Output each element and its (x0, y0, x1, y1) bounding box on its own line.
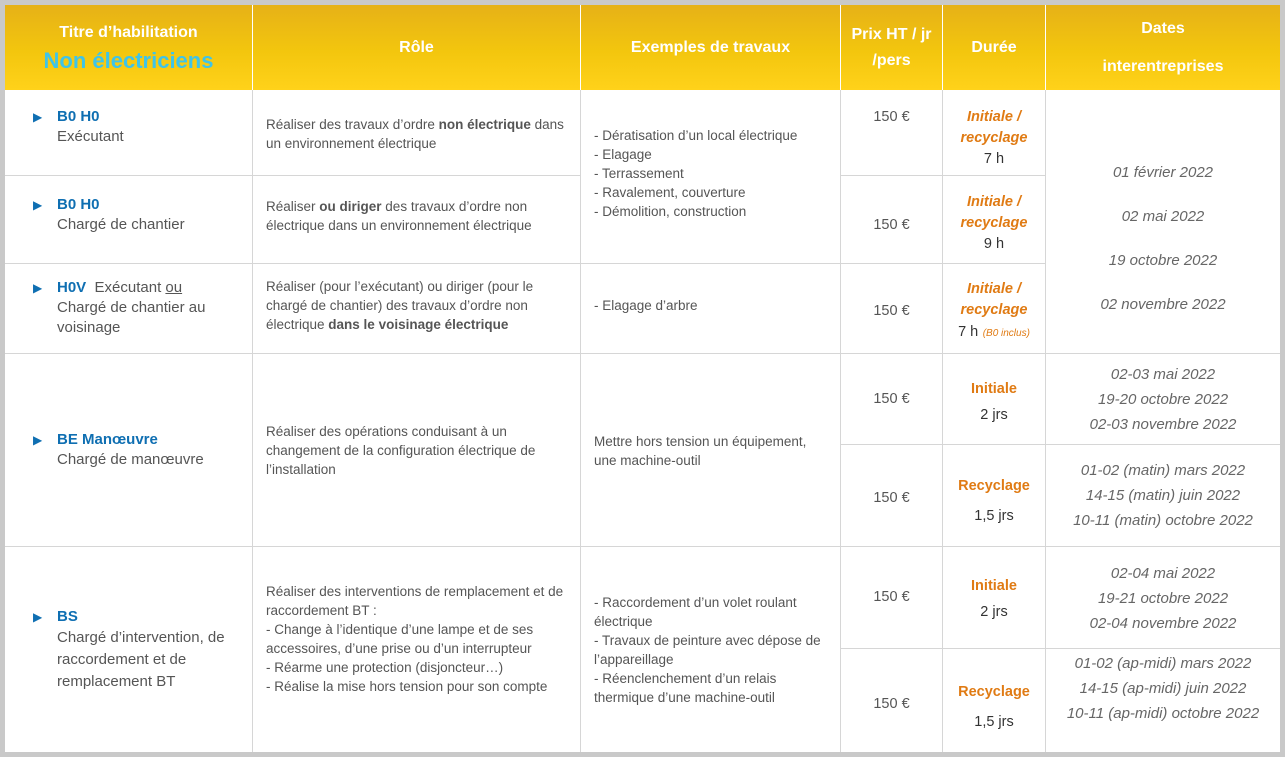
date-item: 02-04 novembre 2022 (1089, 615, 1237, 632)
row-be-init-price: 150 € (873, 391, 910, 407)
habilitation-table (5, 5, 1280, 752)
date-item: 01-02 (ap-midi) mars 2022 (1074, 655, 1252, 672)
header-exemples (581, 5, 840, 90)
row-b0h0-exec-duree (943, 107, 1045, 170)
row-b0h0-exec-title (33, 107, 248, 147)
header-titre-line1: Titre d’habilitation (59, 23, 198, 41)
duree-value: 2 jrs (980, 407, 1008, 423)
date-item: 19-21 octobre 2022 (1097, 590, 1229, 607)
duree-type: Initiale (971, 578, 1017, 594)
duree-note: (B0 inclus) (982, 328, 1030, 339)
role-text-post: des travaux d’ordre non électrique dans un environnement électrique (266, 199, 532, 233)
role-line: - Réarme une protection (disjoncteur…) (266, 660, 504, 675)
habilitation-desc: Chargé de chantier (57, 216, 185, 233)
habilitation-code: BE Manœuvre (57, 431, 158, 448)
row-h0v-role (266, 277, 571, 334)
row-bs-role (266, 582, 571, 696)
habilitation-code: H0V (57, 279, 87, 296)
duree-type: Recyclage (958, 478, 1030, 494)
date-item: 01 février 2022 (1112, 164, 1214, 181)
example-item: - Ravalement, couverture (594, 185, 746, 200)
b0-dates-list (1046, 151, 1280, 327)
date-item: 14-15 (ap-midi) juin 2022 (1079, 680, 1247, 697)
role-line: - Change à l’identique d’une lampe et de ses accessoires, d’une prise ou d’un interrupteur (266, 622, 534, 656)
date-item: 02-04 mai 2022 (1110, 565, 1216, 582)
role-line: Réaliser des interventions de remplacement et de raccordement BT : (266, 584, 564, 618)
date-item: 02 novembre 2022 (1100, 296, 1226, 313)
duree-type: Initiale / recyclage (960, 109, 1028, 146)
date-item: 14-15 (matin) juin 2022 (1085, 487, 1241, 504)
role-bold: non électrique (438, 117, 531, 132)
date-item: 19-20 octobre 2022 (1097, 391, 1229, 408)
role-text: Réaliser (266, 199, 320, 214)
row-bs-exemples (594, 593, 834, 707)
date-item: 02-03 mai 2022 (1110, 366, 1216, 383)
duree-value: 2 jrs (980, 604, 1008, 620)
header-role-label: Rôle (399, 38, 434, 56)
example-item: - Elagage (594, 147, 652, 162)
row-b0h0-charge-role (266, 197, 571, 235)
example-item: - Réenclenchement d’un relais thermique d’une machine-outil (594, 671, 777, 705)
header-dates (1046, 5, 1280, 90)
header-exemples-label: Exemples de travaux (630, 38, 791, 56)
row-be-rec-dates (1046, 458, 1280, 533)
role-text: Réaliser des travaux d’ordre (266, 117, 439, 132)
row-h0v-title (33, 278, 248, 338)
header-role (253, 5, 580, 90)
header-duree (943, 5, 1045, 90)
row-b0h0-exec-price: 150 € (873, 109, 910, 125)
header-dates-line1: Dates (1141, 19, 1185, 37)
habilitation-code: BS (57, 608, 78, 625)
date-item: 19 octobre 2022 (1108, 252, 1218, 269)
row-be-init-duree (943, 376, 1045, 428)
row-h0v-price: 150 € (873, 303, 910, 319)
arrow-icon: ▶ (33, 281, 43, 295)
duree-value: 7 h (958, 324, 979, 340)
role-line: - Réalise la mise hors tension pour son compte (266, 679, 548, 694)
row-be-exemples: Mettre hors tension un équipement, une machine-outil (594, 434, 807, 468)
row-bs-rec-dates (1046, 651, 1280, 726)
duree-value: 1,5 jrs (974, 714, 1014, 730)
date-item: 02-03 novembre 2022 (1089, 416, 1237, 433)
role-bold: ou diriger (319, 199, 382, 214)
duree-type: Initiale (971, 381, 1017, 397)
header-prix-line2: /pers (872, 51, 911, 69)
date-item: 10-11 (ap-midi) octobre 2022 (1066, 705, 1260, 722)
arrow-icon: ▶ (33, 110, 43, 124)
example-item: - Démolition, construction (594, 204, 747, 219)
row-h0v-exemples: - Elagage d’arbre (594, 298, 698, 313)
date-item: 10-11 (matin) octobre 2022 (1073, 512, 1253, 529)
row-bs-init-duree (943, 573, 1045, 625)
example-item: - Raccordement d’un volet roulant électrique (594, 595, 797, 629)
row-be-title (33, 430, 248, 470)
row-b0h0-exec-role (266, 115, 571, 153)
duree-type: Initiale / recyclage (960, 281, 1028, 318)
header-dates-line2: interentreprises (1102, 57, 1224, 75)
habilitation-desc: Chargé d’intervention, de raccordement et de remplacement BT (57, 629, 225, 690)
habilitation-desc-2: Chargé de chantier au voisinage (57, 299, 206, 336)
row-bs-title (33, 607, 248, 693)
b0-examples-list (594, 126, 839, 221)
row-bs-rec-price: 150 € (873, 696, 910, 712)
row-be-role: Réaliser des opérations conduisant à un changement de la configuration électrique de l’installation (266, 424, 536, 477)
row-be-rec-price: 150 € (873, 490, 910, 506)
example-item: - Terrassement (594, 166, 684, 181)
role-text: Réaliser (pour l’exécutant) ou diriger (pour le chargé de chantier) des travaux d’ordre non électrique (266, 279, 534, 332)
duree-value: 7 h (983, 151, 1005, 167)
date-item: 02 mai 2022 (1121, 208, 1205, 225)
duree-value: 1,5 jrs (974, 508, 1014, 524)
header-titre (5, 5, 252, 90)
duree-type: Initiale / recyclage (960, 194, 1028, 231)
header-prix (841, 5, 942, 90)
row-b0h0-charge-price: 150 € (873, 217, 910, 233)
duree-value: 9 h (983, 236, 1005, 252)
row-bs-rec-duree (943, 677, 1045, 737)
habilitation-code: B0 H0 (57, 196, 100, 213)
role-bold: dans le voisinage électrique (328, 317, 509, 332)
row-be-rec-duree (943, 471, 1045, 531)
example-item: - Dératisation d’un local électrique (594, 128, 798, 143)
arrow-icon: ▶ (33, 433, 43, 447)
arrow-icon: ▶ (33, 198, 43, 212)
row-b0h0-charge-duree (943, 192, 1045, 255)
habilitation-code: B0 H0 (57, 108, 100, 125)
habilitation-desc-underline: ou (165, 279, 183, 296)
header-prix-line1: Prix HT / jr (851, 25, 932, 43)
row-bs-init-dates (1046, 561, 1280, 636)
habilitation-desc: Chargé de manœuvre (57, 451, 204, 468)
arrow-icon: ▶ (33, 610, 43, 624)
role-text-post: dans un environnement électrique (266, 117, 564, 151)
example-item: - Travaux de peinture avec dépose de l’appareillage (594, 633, 821, 667)
header-titre-line2: Non électriciens (43, 47, 214, 73)
habilitation-desc: Exécutant (57, 128, 124, 145)
duree-type: Recyclage (958, 684, 1030, 700)
habilitation-desc: Exécutant (94, 279, 166, 296)
row-h0v-duree (943, 279, 1045, 344)
row-b0h0-charge-title (33, 195, 248, 235)
header-duree-label: Durée (971, 38, 1017, 56)
row-bs-init-price: 150 € (873, 589, 910, 605)
row-be-init-dates (1046, 362, 1280, 437)
date-item: 01-02 (matin) mars 2022 (1080, 462, 1246, 479)
